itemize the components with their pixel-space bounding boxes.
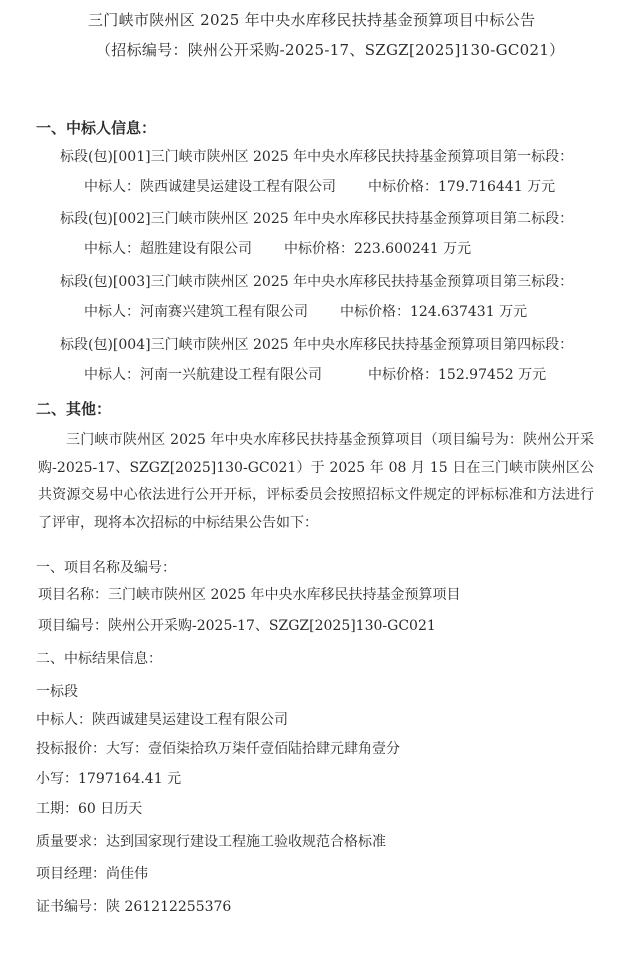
- lot-2-price: 中标价格：223.600241 万元: [284, 241, 472, 257]
- bid-price-uppercase: 投标报价：大写：壹佰柒拾玖万柒仟壹佰陆拾肆元肆角壹分: [36, 741, 400, 757]
- bid-price-numeric: 小写：1797164.41 元: [36, 771, 182, 787]
- project-info-heading: 一、项目名称及编号：: [36, 560, 176, 576]
- lot-1-price: 中标价格：179.716441 万元: [368, 179, 556, 195]
- announcement-paragraph: 三门峡市陕州区 2025 年中央水库移民扶持基金预算项目（项目编号为：陕州公开采购-2025-17、SZGZ[2025]130-GC021）于 2025 年 08 月 15 日在三门峡市陕州区公共资源交易中心依法进行公开开标，评标委员会按照招标文件规定的评标标准和方法进行了评审，现将本次招标的中标结果公告如下：: [38, 432, 594, 531]
- lot-1-winner: 中标人：陕西诚建昊运建设工程有限公司: [84, 179, 336, 195]
- lot-label: 一标段: [36, 684, 78, 700]
- lot-4-price: 中标价格：152.97452 万元: [368, 367, 547, 383]
- construction-period: 工期：60 日历天: [36, 801, 143, 817]
- result-winner: 中标人：陕西诚建昊运建设工程有限公司: [36, 712, 288, 728]
- lot-2-winner: 中标人：超胜建设有限公司: [84, 241, 252, 257]
- project-number: 项目编号：陕州公开采购-2025-17、SZGZ[2025]130-GC021: [38, 618, 436, 634]
- lot-3-price: 中标价格：124.637431 万元: [340, 304, 528, 320]
- lot-1-title: 标段(包)[001]三门峡市陕州区 2025 年中央水库移民扶持基金预算项目第一标段：: [60, 149, 574, 165]
- lot-4-title: 标段(包)[004]三门峡市陕州区 2025 年中央水库移民扶持基金预算项目第四标段：: [60, 337, 574, 353]
- project-name: 项目名称：三门峡市陕州区 2025 年中央水库移民扶持基金预算项目: [38, 587, 461, 603]
- section-2-heading: 二、其他：: [36, 400, 112, 418]
- certificate-number: 证书编号：陕 261212255376: [36, 899, 232, 915]
- lot-4-winner: 中标人：河南一兴航建设工程有限公司: [84, 367, 322, 383]
- result-info-heading: 二、中标结果信息：: [36, 651, 162, 667]
- section-1-heading: 一、中标人信息：: [36, 119, 157, 137]
- lot-2-title: 标段(包)[002]三门峡市陕州区 2025 年中央水库移民扶持基金预算项目第二标段：: [60, 211, 574, 227]
- project-manager: 项目经理：尚佳伟: [36, 866, 148, 882]
- notice-title: 三门峡市陕州区 2025 年中央水库移民扶持基金预算项目中标公告: [88, 11, 536, 29]
- lot-3-winner: 中标人：河南赛兴建筑工程有限公司: [84, 304, 308, 320]
- quality-requirement: 质量要求：达到国家现行建设工程施工验收规范合格标准: [36, 834, 386, 850]
- lot-3-title: 标段(包)[003]三门峡市陕州区 2025 年中央水库移民扶持基金预算项目第三标段：: [60, 274, 574, 290]
- tender-number: （招标编号：陕州公开采购-2025-17、SZGZ[2025]130-GC021）: [96, 41, 565, 59]
